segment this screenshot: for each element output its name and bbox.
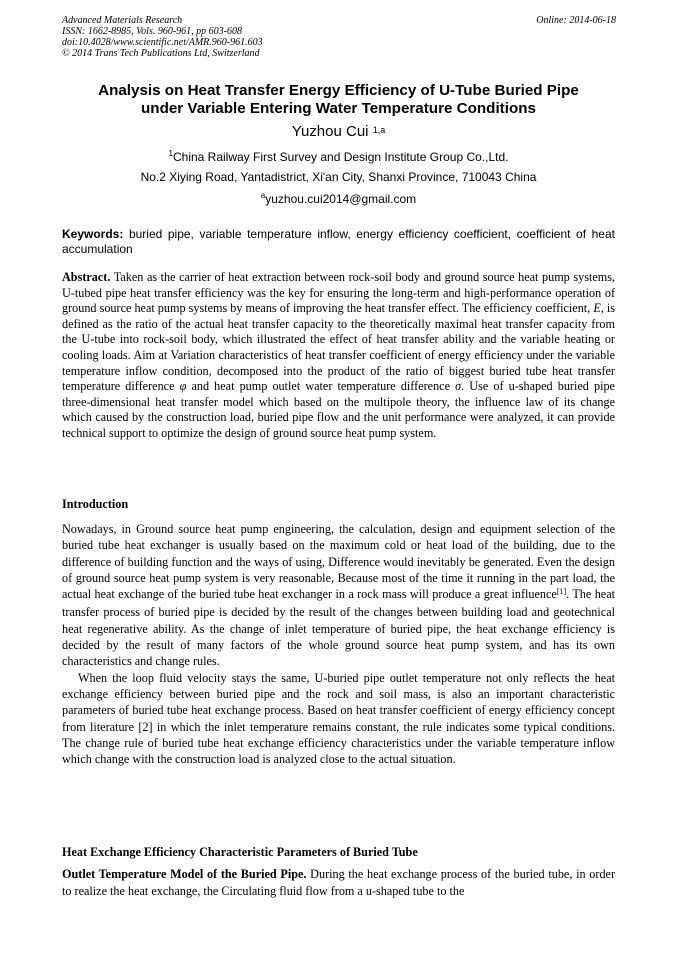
subsection-label: Outlet Temperature Model of the Buried Pipe. (62, 867, 307, 881)
symbol-sigma: σ (455, 379, 462, 394)
section-heading-heat-exchange: Heat Exchange Efficiency Characteristic Parameters of Buried Tube (62, 845, 418, 859)
abstract-text-3: and heat pump outlet water temperature difference (186, 379, 456, 394)
intro-text-1a: Nowadays, in Ground source heat pump engineering, the calculation, design and equipment selection of the buried tube heat exchanger is usually based on the maximum cold or heat load of the building, due to the difference of building function and the ways of using, Difference would inevitably be generated. Even the design of ground source heat pump system is very reasonable, Because most of the time it running in the part load, the actual heat exchange of the buried tube heat exchanger in a rock mass will produce a great influence (62, 522, 615, 602)
author-name: Yuzhou Cui (291, 123, 369, 140)
keywords-label: Keywords: (62, 227, 124, 241)
affil-institute: China Railway First Survey and Design Institute Group Co.,Ltd. (172, 150, 509, 164)
citation-1: [1] (556, 587, 567, 597)
introduction-body (62, 521, 615, 767)
journal-header (62, 15, 263, 59)
journal-name: Advanced Materials Research (62, 15, 183, 26)
abstract-text-1: Taken as the carrier of heat extraction between rock-soil body and ground source heat pump systems, U-tubed pipe heat transfer efficiency was the key for ensuring the long-term and high-performance operation of ground source heat pump systems by means of improving the heat transfer effect. The efficiency coefficient, (62, 270, 615, 316)
paper-title (62, 82, 615, 118)
abstract (62, 270, 615, 442)
author-affil-marks: 1,a (372, 125, 386, 135)
email-mark: a (260, 191, 266, 200)
keywords-text: buried pipe, variable temperature inflow, energy efficiency coefficient, coefficient of heat accumulation (62, 227, 615, 256)
keywords (62, 227, 615, 257)
affil-mark: 1 (168, 149, 173, 158)
doi-line: doi:10.4028/www.scientific.net/AMR.960-961.603 (62, 37, 263, 48)
copyright-line: © 2014 Trans Tech Publications Ltd, Switzerland (62, 48, 260, 59)
email-address: yuzhou.cui2014@gmail.com (265, 192, 417, 206)
outlet-temperature-paragraph (62, 866, 615, 900)
section-heading-introduction: Introduction (62, 497, 129, 511)
online-date: Online: 2014-06-18 (536, 15, 616, 26)
intro-paragraph-2: When the loop fluid velocity stays the same, U-buried pipe outlet temperature not only reflects the heat exchange efficiency between buried pipe and the rock and soil mass, is also an important characteristic parameters of buried tube heat exchange process. Based on heat transfer coefficient of energy efficiency concept from literature [2] in which the inlet temperature remains constant, the rule indicates some typical conditions. The change rule of buried tube heat exchange efficiency characteristics under the variable temperature inflow which change with the construction load is analyzed close to the actual situation. (62, 670, 615, 767)
affiliation-email (62, 192, 615, 208)
affiliation-line-1 (62, 150, 615, 166)
symbol-phi: φ (179, 379, 187, 394)
symbol-e: E (593, 301, 601, 316)
intro-paragraph-1 (62, 521, 615, 670)
intro-text-1b: . The heat transfer process of buried pipe is decided by the result of the changes between building load and geotechnical heat regenerative ability. As the change of inlet temperature of buried pipe, the heat exchange efficiency is decided by the result of many factors of the whole ground source heat pump system, and has its own characteristics and change rules. (62, 587, 615, 669)
title-line-2: under Variable Entering Water Temperature Conditions (141, 100, 536, 117)
author (62, 123, 615, 142)
affiliation-line-2: No.2 Xiying Road, Yantadistrict, Xi'an City, Shanxi Province, 710043 China (140, 170, 537, 184)
abstract-text-2: , is defined as the ratio of the actual heat transfer capacity to the theoretically maximal heat transfer capacity from the U-tube into rock-soil body, which illustrated the effect of heat transfer ability and the variable heating or cooling loads. Aim at Variation characteristics of heat transfer coefficient of energy efficiency under the variable temperature inflow condition, decomposed into the product of the ratio of biggest buried tube heat transfer temperature difference (62, 301, 616, 394)
abstract-label: Abstract. (62, 270, 111, 284)
abstract-text-4: . Use of u-shaped buried pipe three-dimensional heat transfer model which based on the multipole theory, the influence law of its change which caused by the construction load, buried pipe flow and the unit performance were analyzed, it can provide technical support to optimize the design of ground source heat pump system. (62, 379, 615, 440)
title-line-1: Analysis on Heat Transfer Energy Efficiency of U-Tube Buried Pipe (98, 82, 579, 99)
issn-line: ISSN: 1662-8985, Vols. 960-961, pp 603-608 (62, 26, 242, 37)
subsection-text: During the heat exchange process of the buried tube, in order to realize the heat exchange, the Circulating fluid flow from a u-shaped tube to the (62, 867, 616, 898)
